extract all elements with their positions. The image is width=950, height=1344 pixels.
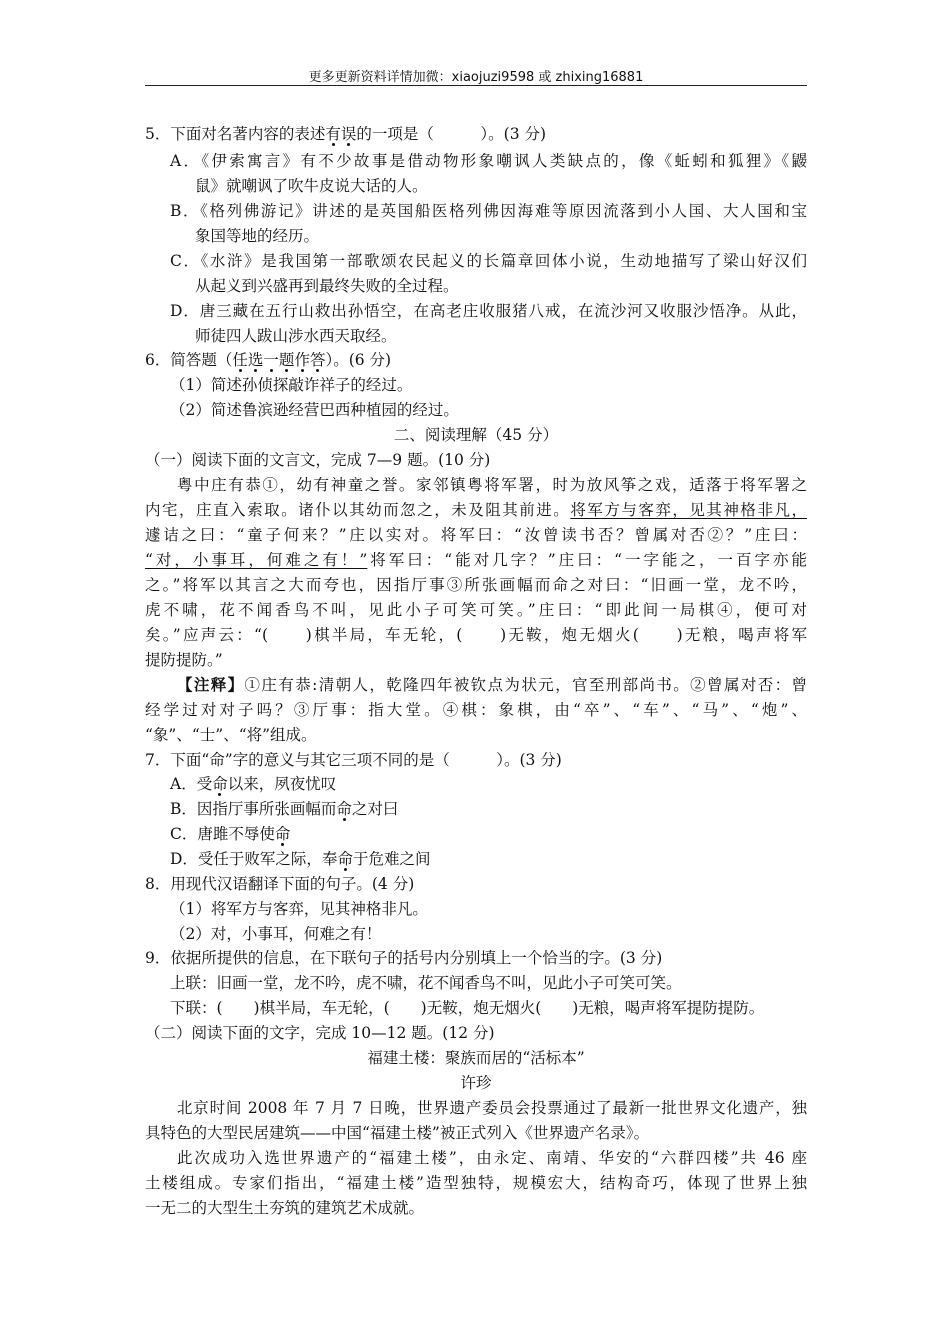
q7-option-b: B．因指厅事所张画幅而命之对曰 bbox=[170, 800, 399, 818]
header-text: 更多更新资料详情加微：xiaojuzi9598 或 zhixing16881 bbox=[308, 70, 644, 85]
section-title: 二、阅读理解（45 分） bbox=[393, 426, 559, 444]
q5-option-b-cont: 象国等地的经历。 bbox=[195, 227, 320, 245]
q9-lower-couplet: 下联：( )棋半局，车无轮，( )无鞍，炮无烟火( )无粮，喝声将军提防提防。 bbox=[170, 999, 765, 1017]
q7-option-c: C．唐雎不辱使命 bbox=[170, 825, 291, 843]
q6-stem: 6．简答题（任选一题作答）。(6 分) bbox=[145, 351, 392, 369]
passage2-line: 此次成功入选世界遗产的“福建土楼”，由永定、南靖、华安的“六群四楼”共 46 座 bbox=[177, 1149, 807, 1167]
passage2-line: 土楼组成。专家们指出，“福建土楼”造型独特，规模宏大，结构奇巧，体现了世界上独 bbox=[145, 1174, 807, 1192]
passage1-line: 遽诘之曰：“童子何来？”庄以实对。将军曰：“汝曾读书否？曾属对否②？”庄曰： bbox=[145, 526, 807, 544]
passage1-line: 虎不啸，花不闻香鸟不叫，见此小子可笑可笑。”庄曰：“即此间一局棋④，便可对 bbox=[145, 601, 807, 619]
q5-option-a-cont: 鼠》就嘲讽了吹牛皮说大话的人。 bbox=[195, 177, 428, 195]
q8-sub-1: （1）将军方与客弈，见其神格非凡。 bbox=[170, 900, 428, 918]
q7-option-a: A．受命以来，夙夜忧叹 bbox=[170, 775, 337, 793]
q7-option-d: D．受任于败军之际，奉命于危难之间 bbox=[170, 850, 431, 868]
passage2-line: 一无二的大型生土夯筑的建筑艺术成就。 bbox=[145, 1199, 425, 1217]
passage1-note: 经学过对对子吗？③厅事：指大堂。④棋：象棋，由“卒”、“车”、“马”、“炮”、 bbox=[145, 701, 807, 719]
q8-sub-2: （2）对，小事耳，何难之有！ bbox=[170, 925, 382, 943]
q5-option-a: A．《伊索寓言》有不少故事是借动物形象嘲讽人类缺点的，像《蚯蚓和狐狸》《鼹 bbox=[170, 152, 807, 170]
passage1-note: “象”、“士”、“将”组成。 bbox=[145, 726, 317, 744]
passage1-line: “对，小事耳，何难之有！”将军曰：“能对几字？”庄曰：“一字能之，一百字亦能 bbox=[145, 551, 807, 569]
passage2-intro: （二）阅读下面的文字，完成 10—12 题。(12 分) bbox=[145, 1024, 495, 1042]
passage1-line: 内宅，庄直入索取。诸仆以其幼而忽之，未及阻其前进。将军方与客弈，见其神格非凡， bbox=[145, 501, 807, 519]
passage1-line: 提防提防。” bbox=[145, 651, 223, 669]
q5-stem: 5．下面对名著内容的表述有误的一项是（ ）。(3 分) bbox=[145, 125, 547, 143]
q6-sub-1: （1）简述孙侦探敲诈祥子的经过。 bbox=[170, 376, 413, 394]
q7-stem: 7．下面“命”字的意义与其它三项不同的是（ ）。(3 分) bbox=[145, 751, 562, 769]
q5-option-d-cont: 师徒四人跋山涉水西天取经。 bbox=[195, 327, 397, 345]
passage2-line: 北京时间 2008 年 7 月 7 日晚，世界遗产委员会投票通过了最新一批世界文化遗产，独 bbox=[177, 1099, 807, 1117]
passage2-author: 许珍 bbox=[460, 1074, 492, 1092]
q5-option-b: B．《格列佛游记》讲述的是英国船医格列佛因海难等原因流落到小人国、大人国和宝 bbox=[170, 202, 807, 220]
passage1-note: 【注释】①庄有恭:清朝人，乾隆四年被钦点为状元，官至刑部尚书。②曾属对否：曾 bbox=[177, 675, 807, 694]
header-divider bbox=[145, 85, 807, 86]
passage2-line: 具特色的大型民居建筑——中国“福建土楼”被正式列入《世界遗产名录》。 bbox=[145, 1124, 650, 1142]
passage1-line: 之。”将军以其言之大而夸也，因指厅事③所张画幅而命之对曰：“旧画一堂，龙不吟， bbox=[145, 576, 807, 594]
q8-stem: 8．用现代汉语翻译下面的句子。(4 分) bbox=[145, 875, 415, 893]
q5-option-d: D．唐三藏在五行山救出孙悟空，在高老庄收服猪八戒，在流沙河又收服沙悟净。从此， bbox=[170, 302, 807, 320]
q6-sub-2: （2）简述鲁滨逊经营巴西种植园的经过。 bbox=[170, 401, 459, 419]
q9-upper-couplet: 上联：旧画一堂，龙不吟，虎不啸，花不闻香鸟不叫，见此小子可笑可笑。 bbox=[170, 974, 682, 992]
passage1-line: 矣。”应声云：“( )棋半局，车无轮，( )无鞍，炮无烟火( )无粮，喝声将军 bbox=[145, 626, 807, 644]
q9-stem: 9．依据所提供的信息，在下联句子的括号内分别填上一个恰当的字。(3 分) bbox=[145, 949, 663, 967]
passage2-title: 福建土楼：聚族而居的“活标本” bbox=[367, 1049, 585, 1067]
passage1-intro: （一）阅读下面的文言文，完成 7—9 题。(10 分) bbox=[145, 451, 491, 469]
q5-option-c-cont: 从起义到兴盛再到最终失败的全过程。 bbox=[195, 277, 459, 295]
passage1-line: 粤中庄有恭①，幼有神童之誉。家邻镇粤将军署，时为放风筝之戏，适落于将军署之 bbox=[177, 476, 807, 494]
q5-option-c: C．《水浒》是我国第一部歌颂农民起义的长篇章回体小说，生动地描写了梁山好汉们 bbox=[170, 252, 807, 270]
